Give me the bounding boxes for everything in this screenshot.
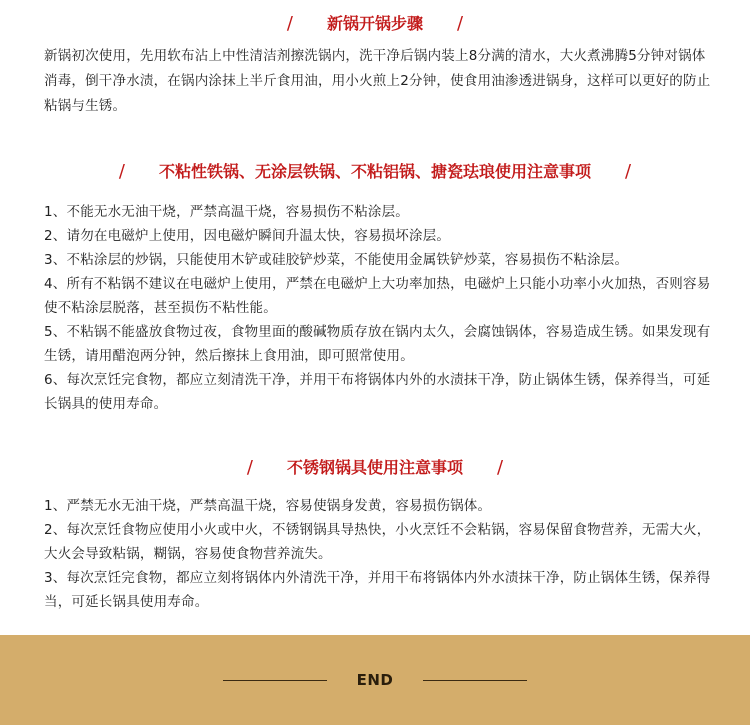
slash-decoration-right: /: [625, 161, 632, 182]
list-item: 4、所有不粘锅不建议在电磁炉上使用，严禁在电磁炉上大功率加热，电磁炉上只能小功率小火加热，否则容易使不粘涂层脱落，甚至损伤不粘性能。: [44, 276, 711, 316]
section-heading-nonstick: [0, 162, 750, 182]
list-item: 2、每次烹饪食物应使用小火或中火，不锈钢锅具导热快，小火烹饪不会粘锅，容易保留食物营养，无需大火，大火会导致粘锅，糊锅，容易使食物营养流失。: [44, 522, 711, 562]
section-heading-stainless: [0, 458, 750, 478]
list-item: 1、严禁无水无油干烧，严禁高温干烧，容易使锅身发黄，容易损伤锅体。: [44, 498, 492, 514]
stainless-notes-list: [44, 494, 714, 614]
section-title-first-use: 新锅开锅步骤: [326, 14, 423, 33]
list-item: 1、不能无水无油干烧，严禁高温干烧，容易损伤不粘涂层。: [44, 204, 409, 220]
slash-decoration-left: /: [246, 457, 253, 478]
end-line-right: [423, 680, 527, 681]
footer-band: [0, 635, 750, 725]
section-title-stainless: 不锈钢锅具使用注意事项: [286, 458, 463, 477]
list-item: 3、不粘涂层的炒锅，只能使用木铲或硅胶铲炒菜，不能使用金属铁铲炒菜，容易损伤不粘涂层。: [44, 252, 629, 268]
end-line-left: [223, 680, 327, 681]
list-item: 3、每次烹饪完食物，都应立刻将锅体内外清洗干净，并用干布将锅体内外水渍抹干净，防止锅体生锈，保养得当，可延长锅具使用寿命。: [44, 570, 711, 610]
slash-decoration-left: /: [286, 13, 293, 34]
end-label: END: [356, 671, 394, 689]
end-marker: [0, 671, 750, 689]
slash-decoration-left: /: [118, 161, 125, 182]
first-use-paragraph: 新锅初次使用，先用软布沾上中性清洁剂擦洗锅内，洗干净后锅内装上8分满的清水，大火煮沸腾5分钟对锅体消毒，倒干净水渍，在锅内涂抹上半斤食用油，用小火煎上2分钟，使食用油渗透进锅身，这样可以更好的防止粘锅与生锈。: [44, 48, 711, 114]
slash-decoration-right: /: [497, 457, 504, 478]
section-title-nonstick: 不粘性铁锅、无涂层铁锅、不粘铝锅、搪瓷珐琅使用注意事项: [158, 162, 591, 181]
nonstick-notes-list: [44, 200, 714, 416]
list-item: 2、请勿在电磁炉上使用，因电磁炉瞬间升温太快，容易损坏涂层。: [44, 228, 451, 244]
list-item: 5、不粘锅不能盛放食物过夜，食物里面的酸碱物质存放在锅内太久，会腐蚀锅体，容易造成生锈。如果发现有生锈，请用醋泡两分钟，然后擦抹上食用油，即可照常使用。: [44, 324, 711, 364]
list-item: 6、每次烹饪完食物，都应立刻清洗干净，并用干布将锅体内外的水渍抹干净，防止锅体生锈，保养得当，可延长锅具的使用寿命。: [44, 372, 711, 412]
section-heading-first-use: [0, 14, 750, 34]
slash-decoration-right: /: [457, 13, 464, 34]
